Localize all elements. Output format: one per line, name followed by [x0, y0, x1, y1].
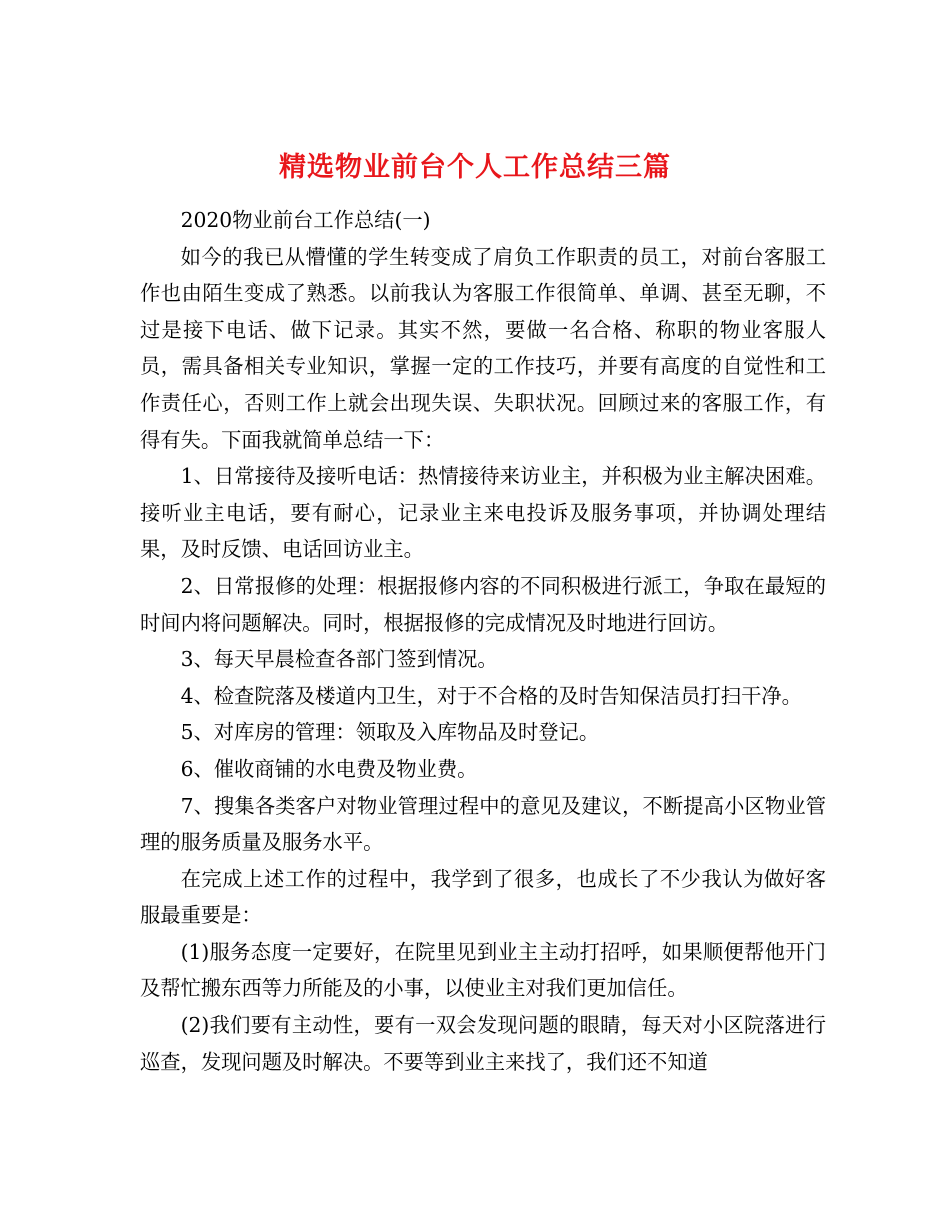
list-item: 7、搜集各类客户对物业管理过程中的意见及建议，不断提高小区物业管理的服务质量及服务水平。 [140, 793, 826, 855]
list-item: 2、日常报修的处理：根据报修内容的不同积极进行派工，争取在最短的时间内将问题解决。同时，根据报修的完成情况及时地进行回访。 [140, 573, 826, 635]
document-body [140, 202, 826, 1080]
list-item: (1)服务态度一定要好，在院里见到业主主动打招呼，如果顺便帮他开门及帮忙搬东西等力所能及的小事，以使业主对我们更加信任。 [140, 939, 826, 1001]
document-title: 精选物业前台个人工作总结三篇 [279, 152, 671, 184]
list-item: 5、对库房的管理：领取及入库物品及时登记。 [180, 720, 600, 745]
list-item: (2)我们要有主动性，要有一双会发现问题的眼睛，每天对小区院落进行巡查，发现问题及时解决。不要等到业主来找了，我们还不知道 [140, 1013, 826, 1074]
list-item: 6、催收商铺的水电费及物业费。 [180, 756, 478, 781]
list-item: 4、检查院落及楼道内卫生，对于不合格的及时告知保洁员打扫干净。 [180, 683, 802, 708]
list-item: 3、每天早晨检查各部门签到情况。 [180, 647, 498, 672]
list-item: 1、日常接待及接听电话：热情接待来访业主，并积极为业主解决困难。接听业主电话，要有耐心，记录业主来电投诉及服务事项，并协调处理结果，及时反馈、电话回访业主。 [140, 464, 826, 562]
section-heading: 2020物业前台工作总结(一) [180, 208, 431, 232]
paragraph: 在完成上述工作的过程中，我学到了很多，也成长了不少我认为做好客服最重要是： [140, 866, 826, 928]
paragraph: 如今的我已从懵懂的学生转变成了肩负工作职责的员工，对前台客服工作也由陌生变成了熟悉。以前我认为客服工作很简单、单调、甚至无聊，不过是接下电话、做下记录。其实不然，要做一名合格、称职的物业客服人员，需具备相关专业知识，掌握一定的工作技巧，并要有高度的自觉性和工作责任心，否则工作上就会出现失误、失职状况。回顾过来的客服工作，有得有失。下面我就简单总结一下： [140, 244, 826, 452]
